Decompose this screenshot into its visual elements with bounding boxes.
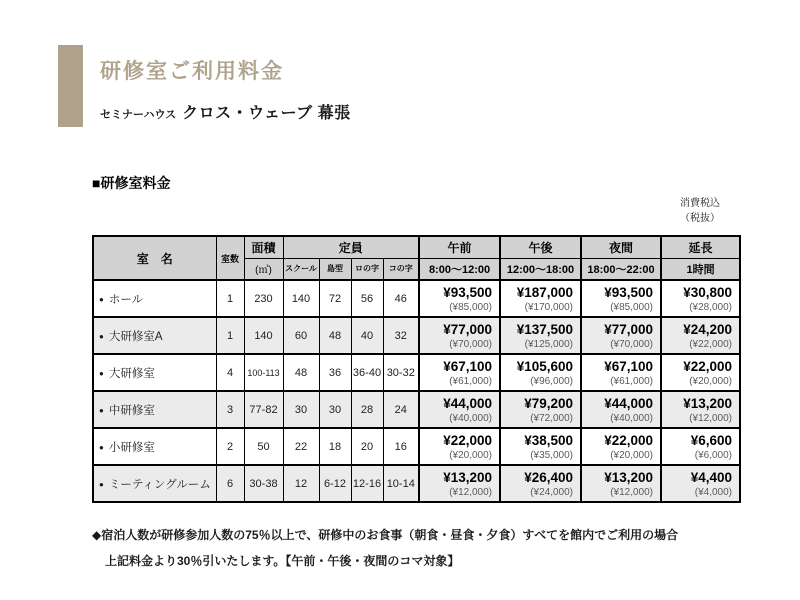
capacity-school-cell: 30: [283, 391, 319, 428]
price-extension-cell: ¥6,600 (¥6,000): [661, 428, 740, 465]
col-header-room-count: 室数: [216, 236, 244, 280]
price-morning-cell: ¥93,500 (¥85,000): [419, 280, 500, 317]
room-name-label: ミーティングルーム: [108, 478, 211, 491]
price-evening-cell: ¥44,000 (¥40,000): [581, 391, 661, 428]
capacity-ro-cell: 28: [351, 391, 383, 428]
bullet-icon: ●: [99, 294, 104, 304]
table-row-medium: [93, 391, 740, 428]
col-header-area-unit: (㎡): [244, 258, 283, 280]
col-header-island-style: 島型: [319, 258, 351, 280]
price-evening-cell: ¥13,200 (¥12,000): [581, 465, 661, 502]
price-afternoon-cell: ¥38,500 (¥35,000): [500, 428, 581, 465]
table-row-meeting: [93, 465, 740, 502]
price-extension-cell: ¥30,800 (¥28,000): [661, 280, 740, 317]
table-row-hall: [93, 280, 740, 317]
capacity-ro-cell: 12-16: [351, 465, 383, 502]
col-header-extension: 延長: [661, 236, 740, 258]
table-row-large-a: [93, 317, 740, 354]
capacity-school-cell: 60: [283, 317, 319, 354]
room-count-cell: 2: [216, 428, 244, 465]
room-name-cell: [93, 354, 216, 391]
area-cell: 100-113: [244, 354, 283, 391]
facility-subtitle: [100, 100, 351, 123]
capacity-ko-cell: 30-32: [383, 354, 419, 391]
price-afternoon-cell: ¥137,500 (¥125,000): [500, 317, 581, 354]
bullet-icon: ●: [99, 368, 104, 378]
price-evening-cell: ¥67,100 (¥61,000): [581, 354, 661, 391]
price-afternoon-cell: ¥79,200 (¥72,000): [500, 391, 581, 428]
capacity-island-cell: 36: [319, 354, 351, 391]
room-count-cell: 4: [216, 354, 244, 391]
capacity-island-cell: 18: [319, 428, 351, 465]
room-name-label: ホール: [108, 293, 144, 306]
price-afternoon-cell: ¥105,600 (¥96,000): [500, 354, 581, 391]
col-header-ro-style: ロの字: [351, 258, 383, 280]
col-header-ko-style: コの字: [383, 258, 419, 280]
area-cell: 140: [244, 317, 283, 354]
price-evening-cell: ¥93,500 (¥85,000): [581, 280, 661, 317]
col-header-morning-time: 8:00〜12:00: [419, 258, 500, 280]
room-name-label: 中研修室: [108, 404, 155, 417]
table-row-small: [93, 428, 740, 465]
capacity-island-cell: 48: [319, 317, 351, 354]
section-title: ■研修室料金: [92, 175, 171, 191]
room-name-cell: [93, 391, 216, 428]
capacity-ko-cell: 24: [383, 391, 419, 428]
col-header-capacity: 定員: [283, 236, 419, 258]
footer-notes: [92, 522, 678, 574]
capacity-ko-cell: 10-14: [383, 465, 419, 502]
price-morning-cell: ¥13,200 (¥12,000): [419, 465, 500, 502]
col-header-afternoon-time: 12:00〜18:00: [500, 258, 581, 280]
col-header-room-name: 室 名: [93, 236, 216, 280]
capacity-ro-cell: 20: [351, 428, 383, 465]
facility-type-label: セミナーハウス: [100, 109, 177, 121]
capacity-ko-cell: 32: [383, 317, 419, 354]
capacity-island-cell: 72: [319, 280, 351, 317]
capacity-ro-cell: 36-40: [351, 354, 383, 391]
col-header-morning: 午前: [419, 236, 500, 258]
capacity-island-cell: 6-12: [319, 465, 351, 502]
price-evening-cell: ¥77,000 (¥70,000): [581, 317, 661, 354]
col-header-school-style: スクール: [283, 258, 319, 280]
price-extension-cell: ¥13,200 (¥12,000): [661, 391, 740, 428]
area-cell: 50: [244, 428, 283, 465]
capacity-school-cell: 140: [283, 280, 319, 317]
tax-note-line2: （税抜）: [680, 213, 720, 224]
price-afternoon-cell: ¥26,400 (¥24,000): [500, 465, 581, 502]
room-name-cell: [93, 280, 216, 317]
bullet-icon: ●: [99, 405, 104, 415]
room-count-cell: 1: [216, 317, 244, 354]
col-header-extension-time: 1時間: [661, 258, 740, 280]
page-title: 研修室ご利用料金: [100, 60, 284, 83]
room-rate-table: [92, 235, 741, 503]
capacity-island-cell: 30: [319, 391, 351, 428]
price-extension-cell: ¥22,000 (¥20,000): [661, 354, 740, 391]
col-header-afternoon: 午後: [500, 236, 581, 258]
room-count-cell: 3: [216, 391, 244, 428]
accent-bar: [58, 45, 83, 127]
col-header-evening-time: 18:00〜22:00: [581, 258, 661, 280]
capacity-ko-cell: 16: [383, 428, 419, 465]
price-morning-cell: ¥67,100 (¥61,000): [419, 354, 500, 391]
price-extension-cell: ¥4,400 (¥4,000): [661, 465, 740, 502]
room-name-label: 大研修室A: [108, 330, 163, 343]
bullet-icon: ●: [99, 331, 104, 341]
room-name-cell: [93, 465, 216, 502]
col-header-area: 面積: [244, 236, 283, 258]
capacity-ro-cell: 40: [351, 317, 383, 354]
area-cell: 77-82: [244, 391, 283, 428]
facility-name: クロス・ウェーブ 幕張: [182, 105, 351, 122]
capacity-ro-cell: 56: [351, 280, 383, 317]
price-morning-cell: ¥44,000 (¥40,000): [419, 391, 500, 428]
room-name-label: 大研修室: [108, 367, 155, 380]
room-count-cell: 1: [216, 280, 244, 317]
price-morning-cell: ¥77,000 (¥70,000): [419, 317, 500, 354]
area-cell: 230: [244, 280, 283, 317]
bullet-icon: ●: [99, 479, 104, 489]
area-cell: 30-38: [244, 465, 283, 502]
bullet-icon: ●: [99, 442, 104, 452]
price-morning-cell: ¥22,000 (¥20,000): [419, 428, 500, 465]
capacity-school-cell: 22: [283, 428, 319, 465]
capacity-school-cell: 48: [283, 354, 319, 391]
room-name-cell: [93, 428, 216, 465]
capacity-ko-cell: 46: [383, 280, 419, 317]
price-extension-cell: ¥24,200 (¥22,000): [661, 317, 740, 354]
price-afternoon-cell: ¥187,000 (¥170,000): [500, 280, 581, 317]
header-row-1: [93, 236, 740, 258]
capacity-school-cell: 12: [283, 465, 319, 502]
tax-note: [652, 196, 748, 226]
room-name-cell: [93, 317, 216, 354]
discount-note-line1: ◆宿泊人数が研修参加人数の75％以上で、研修中のお食事（朝食・昼食・夕食）すべてを館内でご利用の場合: [92, 528, 679, 542]
room-count-cell: 6: [216, 465, 244, 502]
tax-note-line1: 消費税込: [680, 198, 720, 209]
price-evening-cell: ¥22,000 (¥20,000): [581, 428, 661, 465]
room-name-label: 小研修室: [108, 441, 155, 454]
col-header-evening: 夜間: [581, 236, 661, 258]
table-row-large: [93, 354, 740, 391]
discount-note-line2: 上記料金より30％引いたします。【午前・午後・夜間のコマ対象】: [105, 554, 460, 568]
